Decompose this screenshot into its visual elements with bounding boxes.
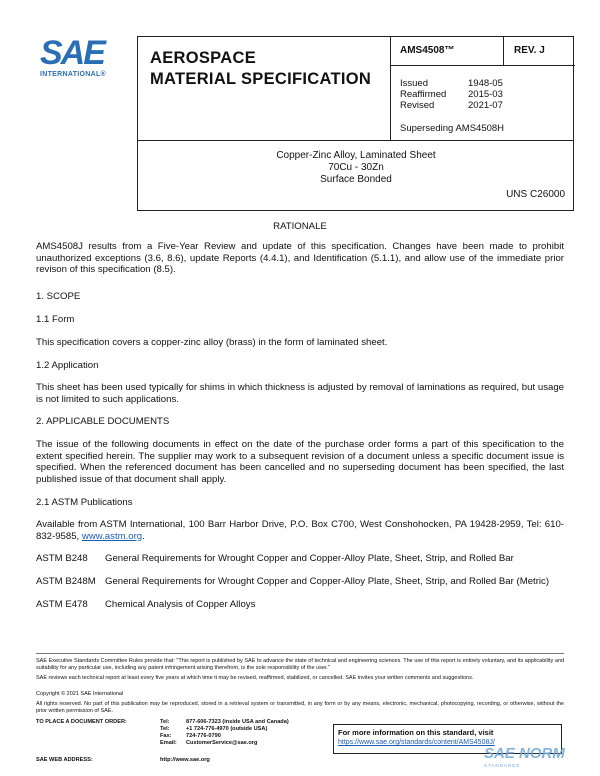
revision: REV. J bbox=[514, 45, 545, 56]
contact-value: 724-776-0790 bbox=[186, 733, 221, 739]
web-value[interactable]: http://www.sae.org bbox=[160, 757, 210, 763]
rationale-text: AMS4508J results from a Five-Year Review and update of this specification. Changes have been made to prohibit unauthorized exceptions (3.6, 8.6), update Reports (4.4.1), and Identification (5.1.1), and allow use of the immediate prior revison of this specification (8.5). bbox=[36, 241, 564, 275]
contact-value: +1 724-776-4970 (outside USA) bbox=[186, 726, 268, 732]
logo-text: SAE bbox=[40, 34, 104, 72]
superseding: Superseding AMS4508H bbox=[400, 123, 505, 134]
reaffirmed-label: Reaffirmed bbox=[400, 89, 447, 100]
web-label: SAE WEB ADDRESS: bbox=[36, 757, 93, 763]
section-1-heading: 1. SCOPE bbox=[36, 291, 81, 302]
reaffirmed-value: 2015-03 bbox=[468, 89, 503, 100]
section-2-text: The issue of the following documents in effect on the date of the purchase order forms a part of this specification to the extent specified herein. The supplier may work to a subsequent revision of a document unless a specific document issue is specified. When the referenced document has been cancelled and no superseding document has been specified, the last published issue of that document shall apply. bbox=[36, 439, 564, 485]
title-line-2: MATERIAL SPECIFICATION bbox=[150, 70, 372, 88]
info-title: For more information on this standard, visit bbox=[338, 728, 494, 737]
section-2-1-heading: 2.1 ASTM Publications bbox=[36, 497, 133, 508]
document-number: AMS4508™ bbox=[400, 45, 455, 56]
logo-subtext: INTERNATIONAL® bbox=[40, 71, 107, 78]
section-1-1-heading: 1.1 Form bbox=[36, 314, 75, 325]
contact-label: Tel: bbox=[160, 719, 170, 725]
revised-value: 2021-07 bbox=[468, 100, 503, 111]
section-1-1-text: This specification covers a copper-zinc alloy (brass) in the form of laminated sheet. bbox=[36, 337, 388, 348]
contact-label: Tel: bbox=[160, 726, 170, 732]
astm-address: Available from ASTM International, 100 Barr Harbor Drive, P.O. Box C700, West Conshohocken, PA 19428-2959, Tel: 610-832-9585, bbox=[36, 519, 564, 542]
section-2-1-text: Available from ASTM International, 100 Barr Harbor Drive, P.O. Box C700, West Conshohocken, PA 19428-2959, Tel: 610-832-9585, www.astm.org. bbox=[36, 519, 564, 542]
ref-code: ASTM B248 bbox=[36, 553, 88, 564]
spec-title-line-1: Copper-Zinc Alloy, Laminated Sheet bbox=[276, 150, 436, 161]
contact-label: Email: bbox=[160, 740, 177, 746]
astm-link[interactable]: www.astm.org bbox=[81, 530, 143, 542]
ref-desc: Chemical Analysis of Copper Alloys bbox=[105, 599, 256, 610]
ref-desc: General Requirements for Wrought Copper and Copper-Alloy Plate, Sheet, Strip, and Rolled Bar bbox=[105, 553, 514, 564]
sae-logo bbox=[40, 36, 120, 78]
watermark-sub: STANDARDS bbox=[484, 763, 521, 768]
contact-value: CustomerService@sae.org bbox=[186, 740, 258, 746]
order-label: TO PLACE A DOCUMENT ORDER: bbox=[36, 719, 127, 725]
footer-review: SAE reviews each technical report at least every five years at which time it may be revised, reaffirmed, stabilized, or cancelled. SAE invites your written comments and suggestions. bbox=[36, 675, 474, 681]
contact-value: 877-606-7323 (inside USA and Canada) bbox=[186, 719, 289, 725]
issued-value: 1948-05 bbox=[468, 78, 503, 89]
section-2-heading: 2. APPLICABLE DOCUMENTS bbox=[36, 416, 170, 427]
section-1-2-text: This sheet has been used typically for shims in which thickness is adjusted by removal of laminations as required, but usage is not limited to such applications. bbox=[36, 382, 564, 405]
uns-number: UNS C26000 bbox=[506, 189, 565, 200]
watermark: SAE NORM bbox=[484, 745, 565, 762]
title-line-1: AEROSPACE bbox=[150, 49, 256, 67]
spec-title-line-2: 70Cu - 30Zn bbox=[328, 162, 384, 173]
issued-label: Issued bbox=[400, 78, 428, 89]
header-table bbox=[137, 36, 574, 211]
ref-desc: General Requirements for Wrought Copper and Copper-Alloy Plate, Sheet, Strip, and Rolled Bar (Metric) bbox=[105, 576, 550, 587]
section-1-2-heading: 1.2 Application bbox=[36, 360, 99, 371]
revised-label: Revised bbox=[400, 100, 435, 111]
footer-disclaimer: SAE Executive Standards Committee Rules provide that: "This report is published by SAE to advance the state of technical and engineering sciences. The use of this report is entirely voluntary, and its applicability and suitability for any particular use, including any patent infringement arising therefrom, is the sole responsibility of the user." bbox=[36, 658, 564, 671]
rationale-heading: RATIONALE bbox=[273, 221, 327, 232]
footer-copyright: Copyright © 2021 SAE International bbox=[36, 691, 124, 697]
contact-label: Fax: bbox=[160, 733, 172, 739]
footer-rights: All rights reserved. No part of this publication may be reproduced, stored in a retrieval system or transmitted, in any form or by any means, electronic, mechanical, photocopying, recording, or otherwise, without the prior written permission of SAE. bbox=[36, 701, 564, 714]
footer-rule bbox=[36, 653, 564, 654]
spec-title-line-3: Surface Bonded bbox=[320, 174, 392, 185]
ref-code: ASTM E478 bbox=[36, 599, 88, 610]
ref-code: ASTM B248M bbox=[36, 576, 96, 587]
info-link[interactable]: https://www.sae.org/standards/content/AMS4508J/ bbox=[338, 739, 495, 746]
